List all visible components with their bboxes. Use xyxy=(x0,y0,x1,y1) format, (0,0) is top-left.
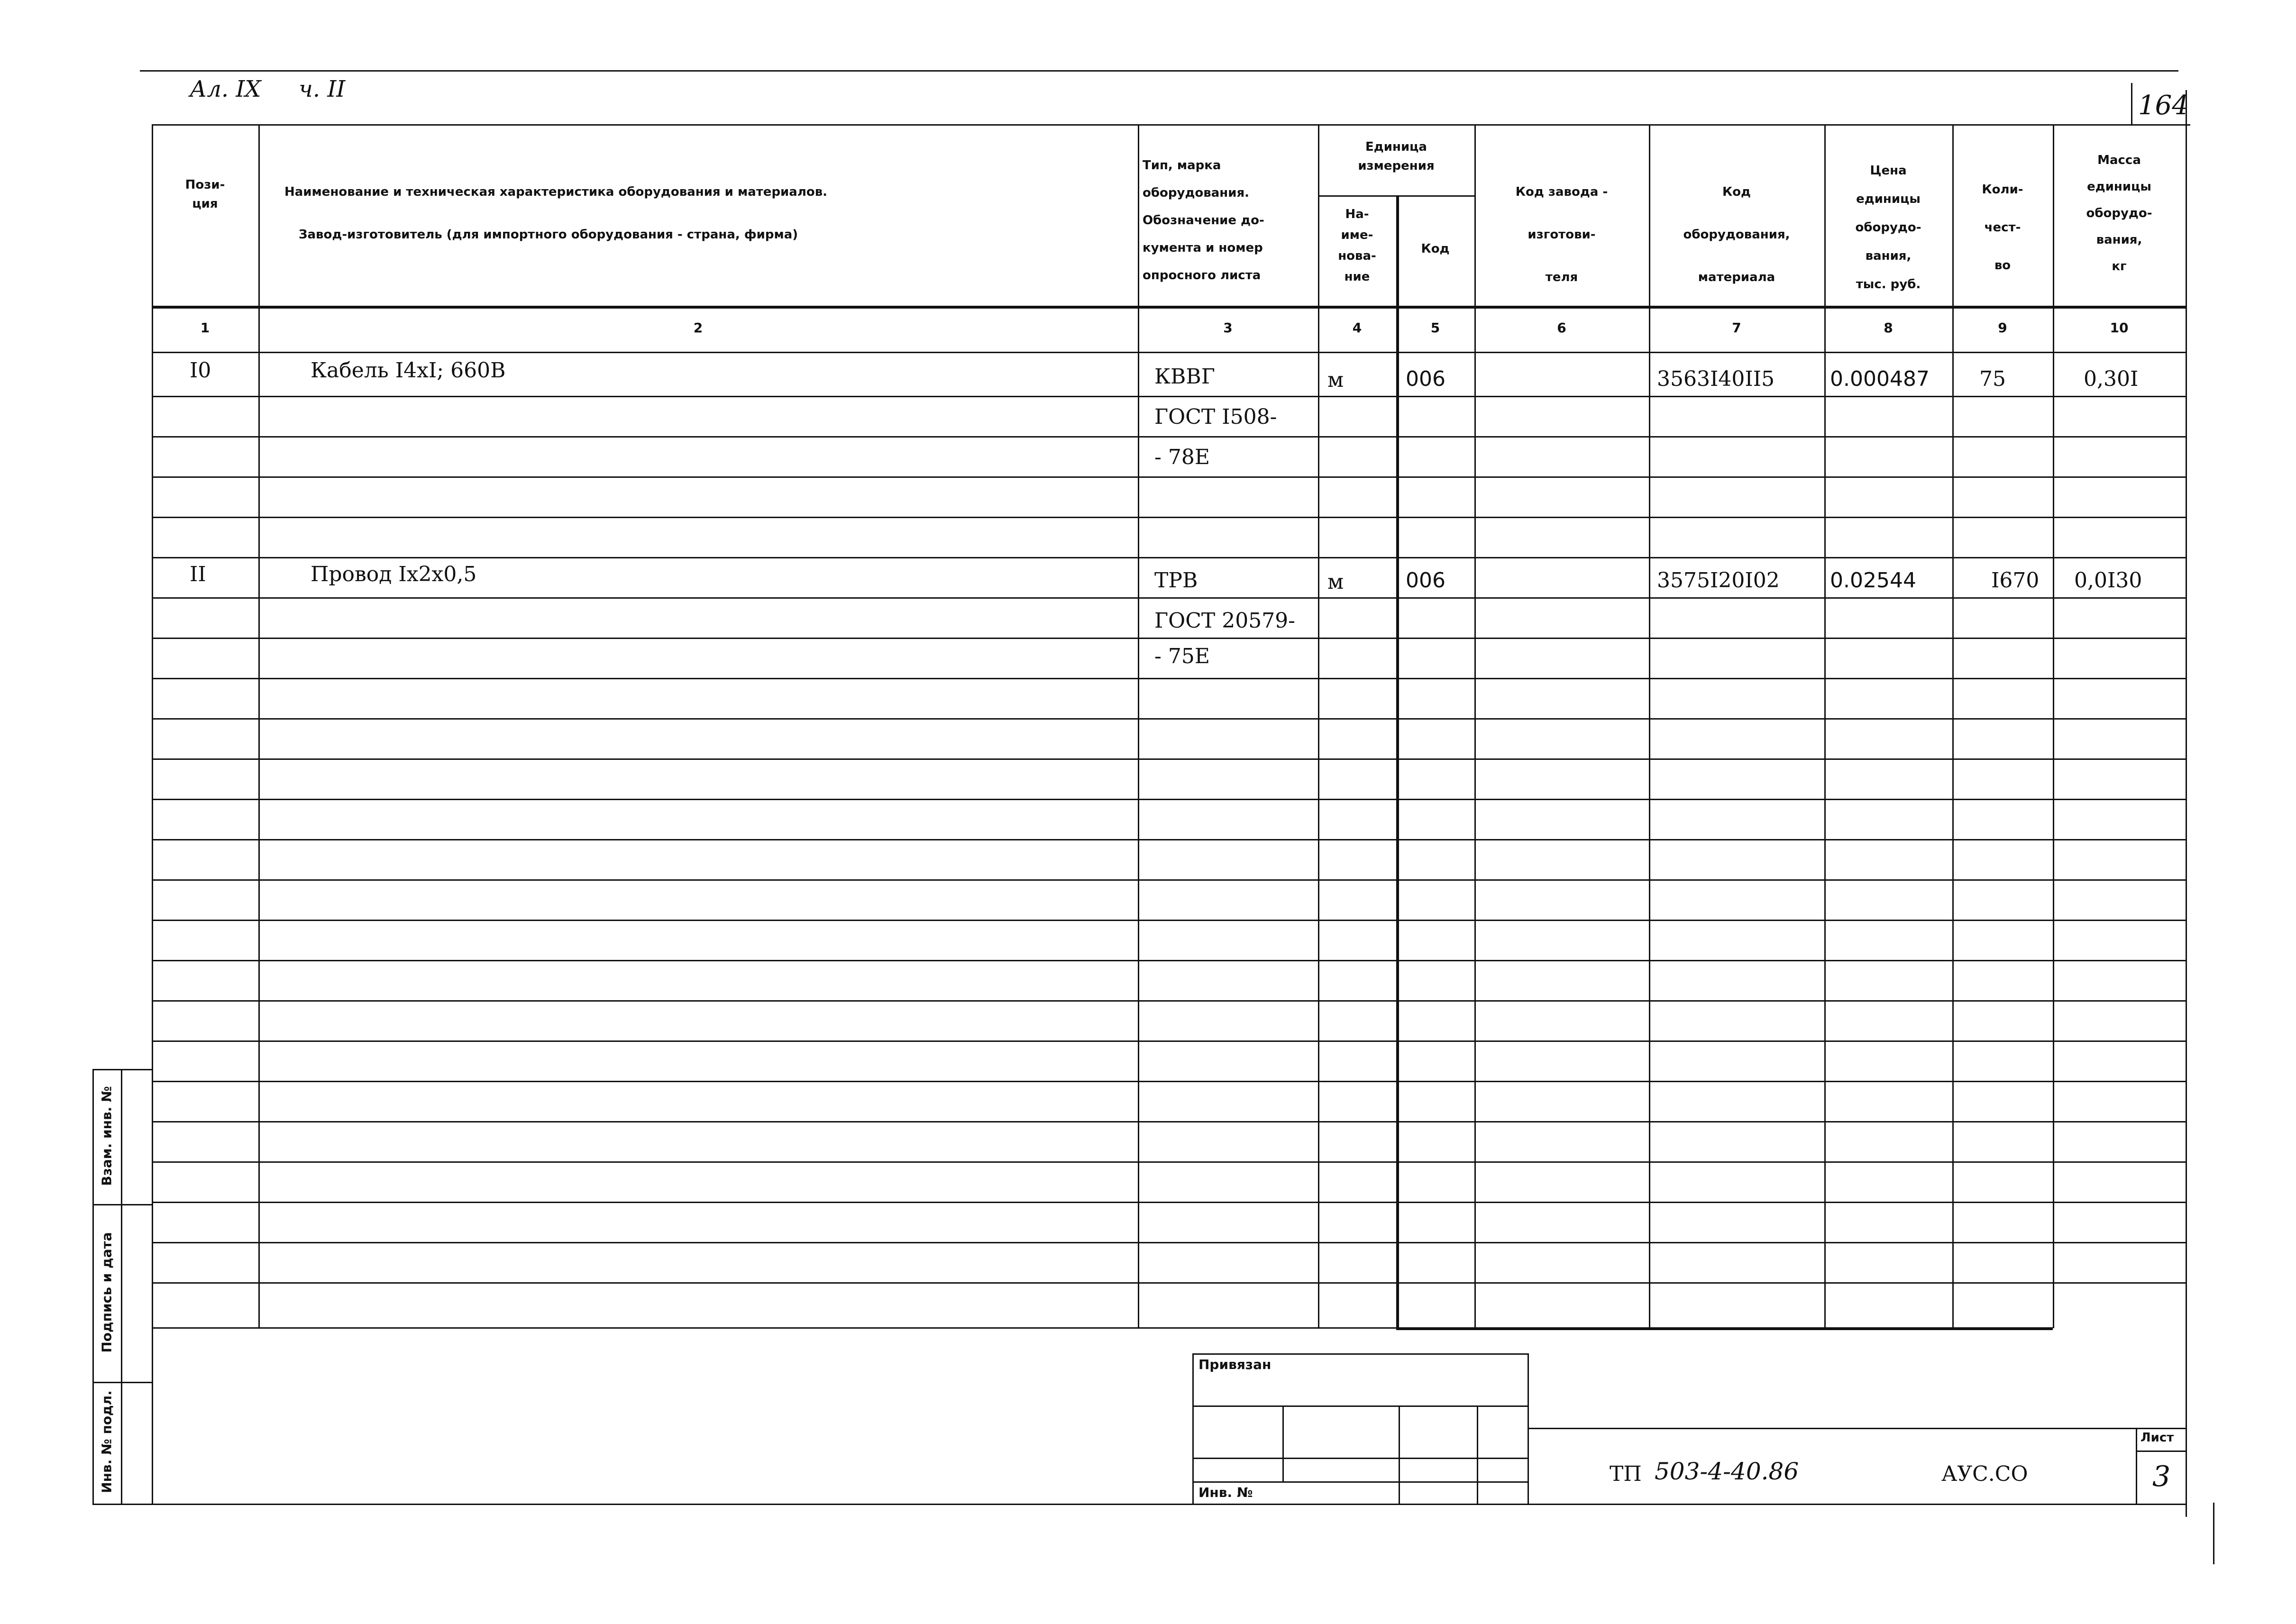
col-number: 9 xyxy=(1998,320,2007,336)
unit-group-header: Единица измерения xyxy=(1358,140,1435,173)
album-note: Ал. IX xyxy=(190,76,261,102)
col3-header: Тип, марка оборудования. Обозначение до- кумента и номер опросного листа xyxy=(1143,158,1264,283)
row-type: ГОСТ 20579- xyxy=(1154,609,1296,633)
row-unit: м xyxy=(1327,570,1344,594)
col6-header: Код завода - изготови- теля xyxy=(1515,185,1608,284)
col1-header: Пози- ция xyxy=(185,178,225,211)
part-note: ч. II xyxy=(299,76,346,102)
sheet-number: 3 xyxy=(2152,1460,2171,1493)
side-inv-number: Инв. № подл. xyxy=(99,1390,115,1493)
row-name: Кабель I4xI; 660В xyxy=(311,358,506,383)
row-unit-code: 006 xyxy=(1406,367,1445,391)
side-replace-inv: Взам. инв. № xyxy=(99,1086,115,1186)
col5-header: Код xyxy=(1421,242,1450,256)
col-number: 3 xyxy=(1223,320,1233,336)
row-position: I0 xyxy=(190,358,211,383)
row-material-code: 3563I40II5 xyxy=(1657,367,1775,391)
row-quantity: 75 xyxy=(1979,367,2006,391)
col9-header: Коли- чест- во xyxy=(1982,182,2023,273)
col-number: 2 xyxy=(693,320,703,336)
row-type: ГОСТ I508- xyxy=(1154,405,1277,429)
row-unit-code: 006 xyxy=(1406,568,1445,593)
row-quantity: I670 xyxy=(1991,568,2040,593)
bound-label: Привязан xyxy=(1198,1357,1271,1372)
row-name: Провод Iх2х0,5 xyxy=(311,562,477,586)
row-type: ТРВ xyxy=(1154,568,1198,593)
page-number: 164 xyxy=(2138,90,2189,121)
sheet-label: Лист xyxy=(2140,1431,2174,1445)
row-type: КВВГ xyxy=(1154,365,1215,389)
col8-header: Цена единицы оборудо- вания, тыс. руб. xyxy=(1855,164,1921,292)
col-number: 4 xyxy=(1352,320,1362,336)
col2-header: Наименование и техническая характеристика оборудования и материалов. Завод-изготовитель (для импортного оборудования - страна, фирма) xyxy=(284,185,828,242)
col10-header: Масса единицы оборудо- вания, кг xyxy=(2086,153,2152,274)
row-price: 0.000487 xyxy=(1830,367,1930,391)
col7-header: Код оборудования, материала xyxy=(1683,185,1790,284)
side-signature-date: Подпись и дата xyxy=(99,1232,115,1353)
col-number: 1 xyxy=(200,320,210,336)
col-number: 8 xyxy=(1884,320,1893,336)
row-mass: 0,30I xyxy=(2084,367,2139,391)
doc-mark: АУС.СО xyxy=(1941,1462,2028,1486)
inv-label: Инв. № xyxy=(1198,1485,1253,1500)
col4-header: На- име- нова- ние xyxy=(1338,207,1376,284)
col-number: 10 xyxy=(2110,320,2129,336)
row-type: - 75Е xyxy=(1154,644,1210,668)
doc-number: 503-4-40.86 xyxy=(1655,1458,1799,1485)
row-position: II xyxy=(190,562,206,586)
col-number: 7 xyxy=(1732,320,1741,336)
doc-code: ТП xyxy=(1610,1462,1642,1486)
row-material-code: 3575I20I02 xyxy=(1657,568,1780,593)
col-number: 6 xyxy=(1557,320,1566,336)
row-unit: м xyxy=(1327,368,1344,392)
col-number: 5 xyxy=(1430,320,1440,336)
row-mass: 0,0I30 xyxy=(2074,568,2142,593)
row-type: - 78Е xyxy=(1154,445,1210,469)
row-price: 0.02544 xyxy=(1830,568,1916,593)
